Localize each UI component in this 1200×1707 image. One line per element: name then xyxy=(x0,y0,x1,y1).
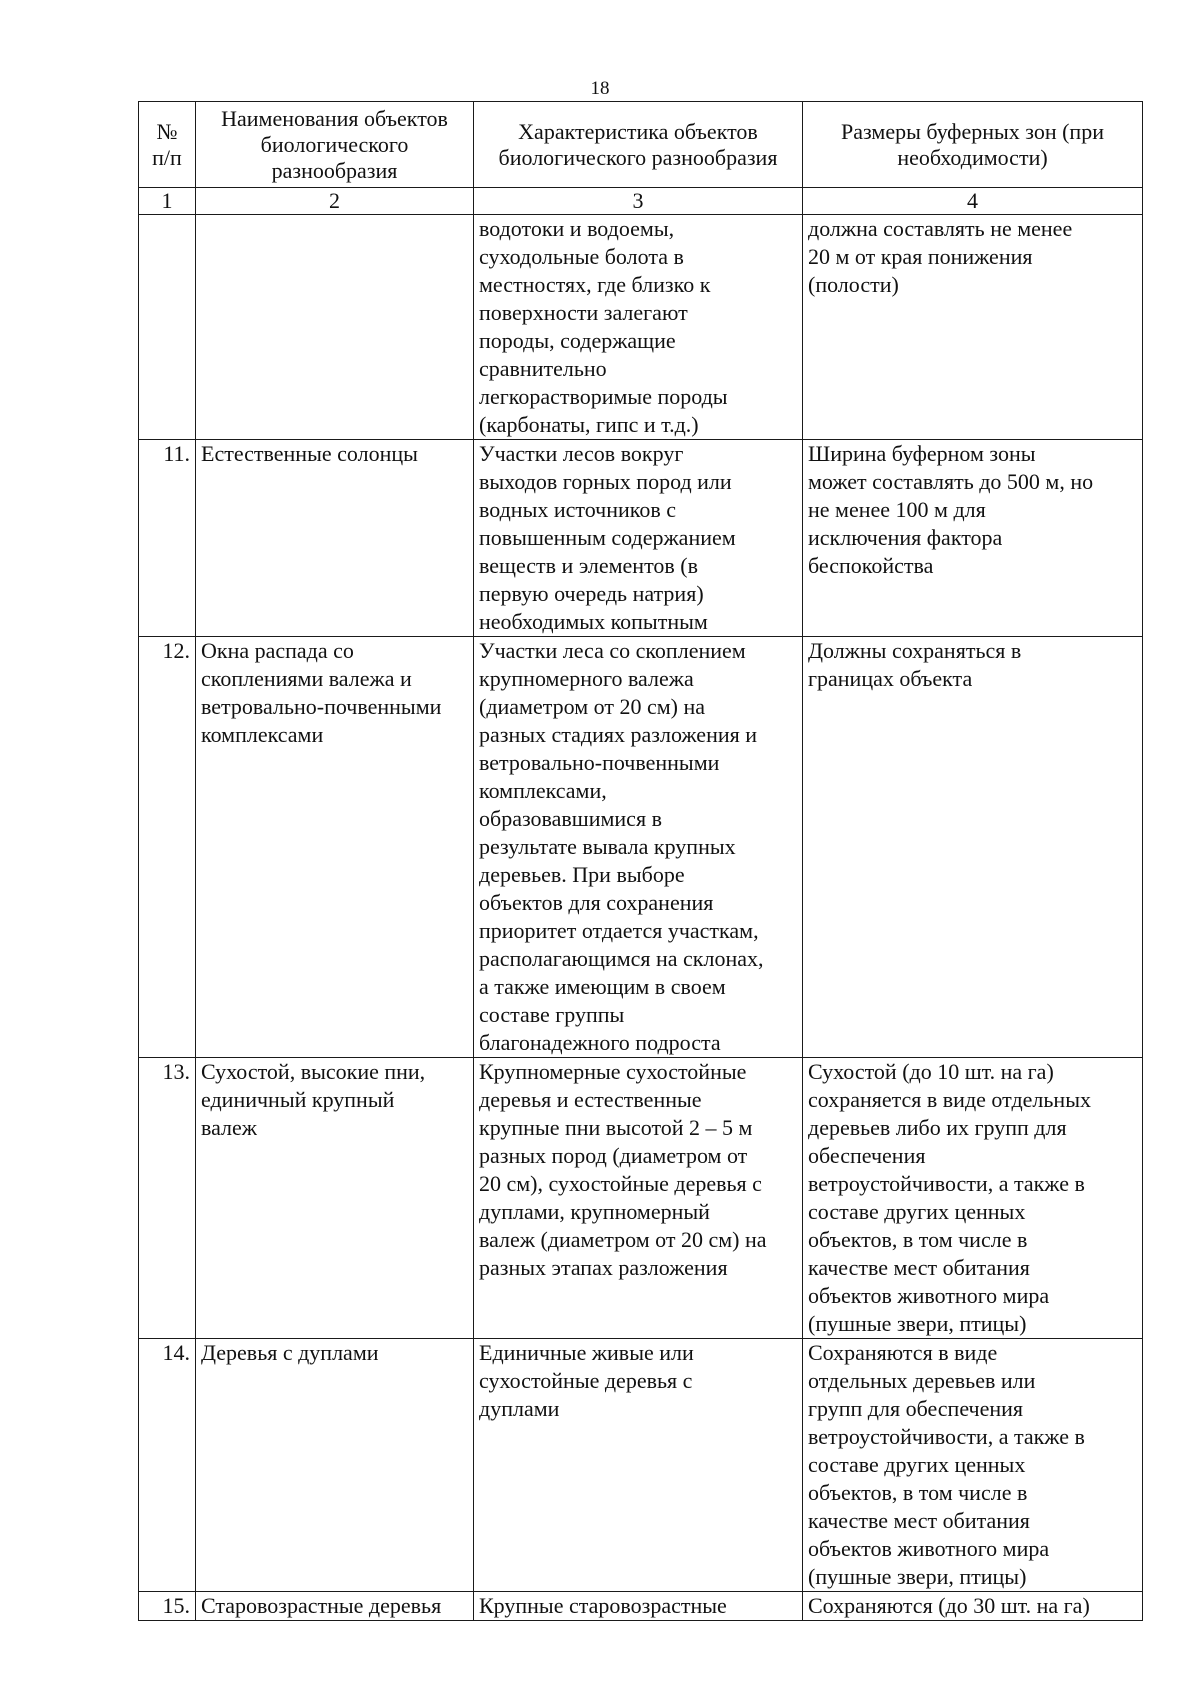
page-number: 18 xyxy=(590,78,610,99)
column-number: 3 xyxy=(474,188,803,215)
column-number: 1 xyxy=(139,188,196,215)
object-characteristic: Участки лесов вокруг выходов горных пород или водных источников с повышенным содержанием веществ и элементов (в первую очередь натрия) необходимых копытным xyxy=(474,440,803,637)
object-characteristic: Крупные старовозрастные xyxy=(474,1592,803,1621)
header-number: № п/п xyxy=(139,102,196,188)
buffer-zone-size: Должны сохраняться в границах объекта xyxy=(803,637,1143,1058)
table-row xyxy=(139,440,1143,637)
row-number: 15. xyxy=(139,1592,196,1621)
column-number: 4 xyxy=(803,188,1143,215)
row-number xyxy=(139,215,196,440)
table-row xyxy=(139,637,1143,1058)
object-name: Окна распада со скоплениями валежа и ветровально-почвенными комплексами xyxy=(196,637,474,1058)
row-number: 14. xyxy=(139,1339,196,1592)
object-characteristic: Участки леса со скоплением крупномерного валежа (диаметром от 20 см) на разных стадиях разложения и ветровально-почвенными комплексами, образовавшимися в результате вывала крупных деревьев. При выборе объектов для сохранения приоритет отдается участкам, располагающимся на склонах, а также имеющим в своем составе группы благонадежного подроста xyxy=(474,637,803,1058)
object-name: Естественные солонцы xyxy=(196,440,474,637)
table-row xyxy=(139,1339,1143,1592)
table-row xyxy=(139,1592,1143,1621)
table-row xyxy=(139,215,1143,440)
object-name: Сухостой, высокие пни, единичный крупный валеж xyxy=(196,1058,474,1339)
object-name xyxy=(196,215,474,440)
table-header-row xyxy=(139,102,1143,188)
header-characteristic: Характеристика объектов биологического разнообразия xyxy=(474,102,803,188)
object-characteristic: Единичные живые или сухостойные деревья с дуплами xyxy=(474,1339,803,1592)
column-number-row xyxy=(139,188,1143,215)
column-number: 2 xyxy=(196,188,474,215)
table-row xyxy=(139,1058,1143,1339)
buffer-zone-size: Ширина буферном зоны может составлять до 500 м, но не менее 100 м для исключения фактора беспокойства xyxy=(803,440,1143,637)
buffer-zone-size: Сохраняются (до 30 шт. на га) xyxy=(803,1592,1143,1621)
object-name: Деревья с дуплами xyxy=(196,1339,474,1592)
biodiversity-table xyxy=(138,101,1143,1621)
buffer-zone-size: Сухостой (до 10 шт. на га) сохраняется в виде отдельных деревьев либо их групп для обеспечения ветроустойчивости, а также в составе других ценных объектов, в том числе в качестве мест обитания объектов животного мира (пушные звери, птицы) xyxy=(803,1058,1143,1339)
row-number: 12. xyxy=(139,637,196,1058)
buffer-zone-size: должна составлять не менее 20 м от края понижения (полости) xyxy=(803,215,1143,440)
buffer-zone-size: Сохраняются в виде отдельных деревьев или групп для обеспечения ветроустойчивости, а также в составе других ценных объектов, в том числе в качестве мест обитания объектов животного мира (пушные звери, птицы) xyxy=(803,1339,1143,1592)
object-characteristic: водотоки и водоемы, суходольные болота в местностях, где близко к поверхности залегают породы, содержащие сравнительно легкорастворимые породы (карбонаты, гипс и т.д.) xyxy=(474,215,803,440)
header-buffer-zone: Размеры буферных зон (при необходимости) xyxy=(803,102,1143,188)
row-number: 11. xyxy=(139,440,196,637)
object-characteristic: Крупномерные сухостойные деревья и естественные крупные пни высотой 2 – 5 м разных пород (диаметром от 20 см), сухостойные деревья с дуплами, крупномерный валеж (диаметром от 20 см) на разных этапах разложения xyxy=(474,1058,803,1339)
row-number: 13. xyxy=(139,1058,196,1339)
object-name: Старовозрастные деревья xyxy=(196,1592,474,1621)
header-object-name: Наименования объектов биологического разнообразия xyxy=(196,102,474,188)
